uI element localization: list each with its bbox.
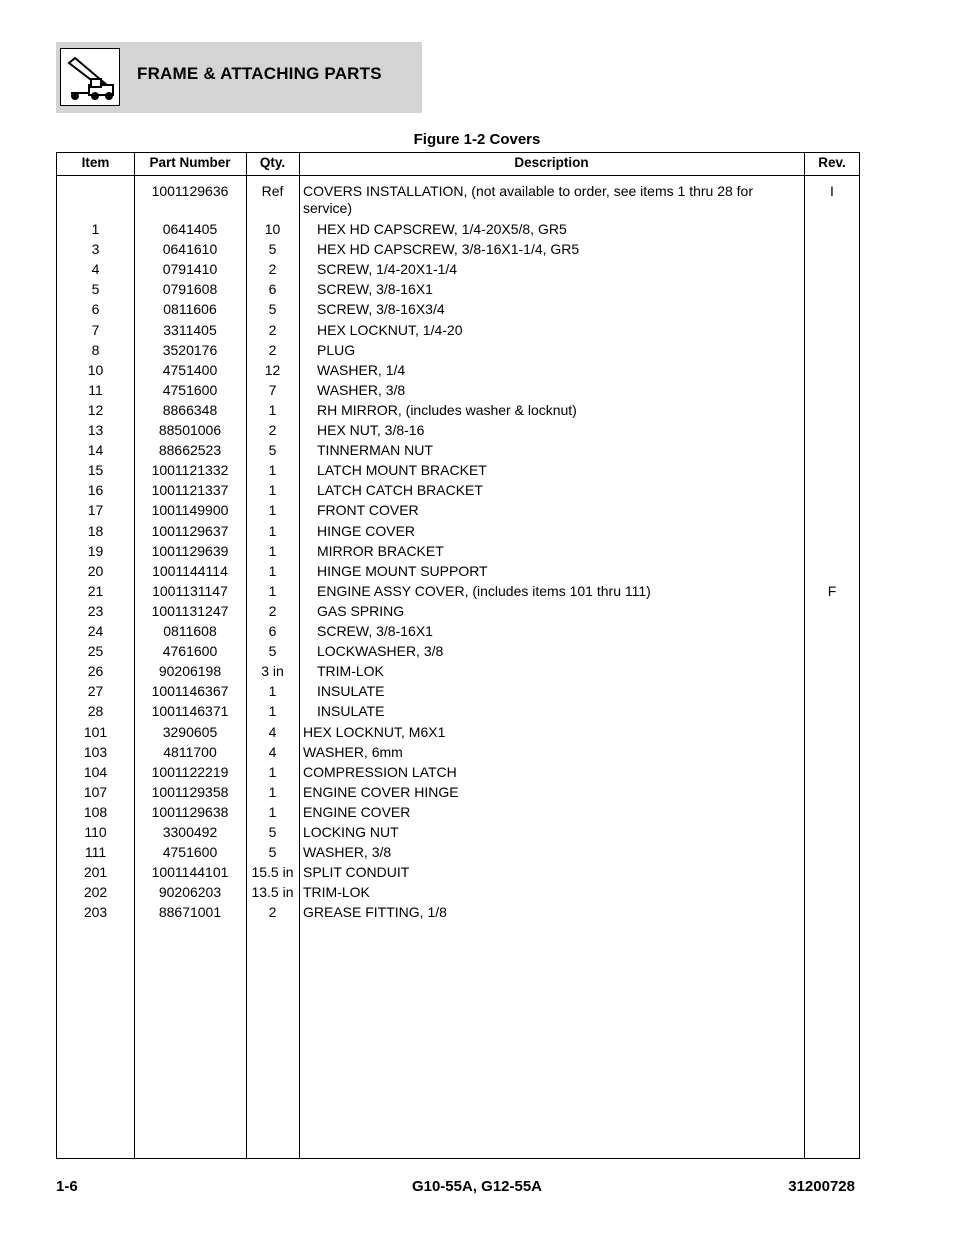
description-cell: SPLIT CONDUIT	[303, 864, 410, 881]
item-cell: 12	[87, 401, 104, 418]
table-row	[57, 382, 859, 402]
description-cell: HEX LOCKNUT, 1/4-20	[317, 321, 463, 338]
item-cell: 1	[91, 221, 100, 237]
header-divider	[57, 175, 859, 176]
description-cell: SCREW, 3/8-16X3/4	[317, 301, 445, 318]
qty-cell: 5	[268, 301, 277, 318]
qty-cell: 1	[268, 522, 277, 539]
table-row	[57, 442, 859, 462]
table-row	[57, 462, 859, 482]
item-cell: 18	[87, 522, 104, 539]
item-cell: 6	[91, 301, 100, 318]
table-row	[57, 784, 859, 804]
description-cell: HEX NUT, 3/8-16	[317, 422, 425, 438]
qty-cell: 4	[268, 743, 277, 760]
item-cell: 3	[91, 241, 100, 258]
table-row	[57, 603, 859, 623]
qty-cell: 1	[268, 502, 277, 519]
qty-cell: 1	[268, 763, 277, 780]
part-number-cell: 1001121332	[151, 462, 229, 479]
qty-cell: 13.5 in	[251, 884, 294, 901]
item-cell: 108	[83, 803, 108, 820]
part-number-cell: 4751600	[162, 381, 218, 398]
description-cell: ENGINE COVER	[303, 803, 411, 820]
item-cell: 203	[83, 904, 108, 921]
description-cell: ENGINE ASSY COVER, (includes items 101 thru 111)	[317, 582, 651, 599]
table-row	[57, 563, 859, 583]
item-cell: 28	[87, 703, 104, 720]
qty-cell: 1	[268, 562, 277, 579]
item-cell: 201	[83, 864, 108, 881]
part-number-cell: 1001121337	[151, 482, 229, 499]
part-number-cell: 1001144101	[151, 864, 229, 881]
column-header-item: Item	[81, 155, 110, 170]
qty-cell: 4	[268, 723, 277, 740]
table-row	[57, 301, 859, 321]
qty-cell: 2	[268, 341, 277, 358]
qty-cell: 1	[268, 803, 277, 820]
table-row	[57, 703, 859, 723]
item-cell: 11	[88, 381, 103, 398]
part-number-cell: 1001129638	[151, 803, 229, 820]
qty-cell: 2	[268, 602, 277, 619]
part-number-cell: 88501006	[158, 422, 222, 438]
column-header-qty: Qty.	[259, 155, 286, 170]
part-number-cell: 1001146371	[151, 703, 229, 720]
table-row	[57, 241, 859, 261]
part-number-cell: 8866348	[162, 401, 218, 418]
part-number-cell: 1001129636	[151, 183, 229, 199]
qty-cell: 5	[268, 442, 277, 459]
section-title: FRAME & ATTACHING PARTS	[137, 64, 382, 83]
description-cell: WASHER, 1/4	[317, 361, 406, 378]
qty-cell: 2	[268, 904, 277, 921]
part-number-cell: 1001146367	[151, 683, 229, 700]
qty-cell: 12	[264, 361, 281, 378]
item-cell: 5	[91, 281, 100, 298]
item-cell: 27	[87, 683, 104, 700]
figure-title: Figure 1-2 Covers	[413, 131, 541, 148]
qty-cell: 2	[268, 422, 277, 438]
part-number-cell: 3290605	[162, 723, 218, 740]
table-row	[57, 261, 859, 281]
part-number-cell: 1001131147	[152, 582, 228, 599]
part-number-cell: 3311405	[163, 321, 217, 338]
table-row	[57, 221, 859, 241]
part-number-cell: 0791410	[162, 261, 218, 278]
table-row	[57, 422, 859, 442]
qty-cell: 1	[268, 401, 277, 418]
qty-cell: 1	[268, 703, 277, 720]
part-number-cell: 4761600	[162, 643, 218, 660]
description-cell: LOCKING NUT	[303, 824, 399, 840]
item-cell: 13	[87, 422, 104, 438]
table-row	[57, 864, 859, 884]
item-cell: 8	[91, 341, 100, 358]
description-cell: TINNERMAN NUT	[317, 442, 433, 459]
table-row	[57, 281, 859, 301]
item-cell: 111	[84, 844, 107, 861]
table-row	[57, 362, 859, 382]
part-number-cell: 4811700	[163, 743, 217, 760]
description-cell: PLUG	[317, 341, 356, 358]
qty-cell: 7	[268, 381, 277, 398]
description-cell: LOCKWASHER, 3/8	[317, 643, 444, 660]
part-number-cell: 0641405	[162, 221, 218, 237]
qty-cell: 2	[268, 261, 277, 278]
part-number-cell: 1001131247	[151, 602, 229, 619]
qty-cell: 2	[268, 321, 277, 338]
table-row	[57, 804, 859, 824]
part-number-cell: 4751400	[162, 361, 218, 378]
parts-table	[56, 152, 860, 1159]
column-header-part-number: Part Number	[149, 155, 231, 170]
description-cell: HEX HD CAPSCREW, 3/8-16X1-1/4, GR5	[317, 241, 580, 258]
item-cell: 19	[87, 542, 104, 559]
qty-cell: 1	[268, 683, 277, 700]
description-cell: MIRROR BRACKET	[317, 542, 444, 559]
description-cell: WASHER, 3/8	[303, 844, 392, 861]
qty-cell: 3 in	[261, 663, 284, 680]
item-cell: 23	[87, 602, 104, 619]
description-cell: INSULATE	[317, 683, 385, 700]
qty-cell: 15.5 in	[251, 864, 294, 881]
table-row	[57, 543, 859, 563]
item-cell: 101	[83, 723, 108, 740]
description-cell: GREASE FITTING, 1/8	[303, 904, 447, 921]
item-cell: 202	[83, 884, 108, 901]
column-header-rev: Rev.	[818, 155, 846, 170]
part-number-cell: 1001129637	[151, 522, 229, 539]
qty-cell: Ref	[261, 183, 284, 199]
document-number: 31200728	[788, 1178, 855, 1195]
part-number-cell: 1001144114	[152, 562, 228, 579]
description-cell: RH MIRROR, (includes washer & locknut)	[317, 401, 577, 418]
description-cell: SCREW, 3/8-16X1	[317, 623, 433, 639]
part-number-cell: 1001129358	[151, 783, 229, 800]
qty-cell: 1	[268, 542, 277, 559]
description-cell: WASHER, 3/8	[317, 381, 406, 398]
qty-cell: 6	[268, 281, 277, 298]
description-cell: FRONT COVER	[317, 502, 419, 519]
part-number-cell: 88671001	[158, 904, 222, 921]
item-cell: 21	[87, 582, 104, 599]
qty-cell: 5	[268, 824, 277, 840]
part-number-cell: 90206203	[158, 884, 222, 901]
part-number-cell: 3520176	[162, 341, 218, 358]
item-cell: 7	[91, 321, 100, 338]
rev-cell: F	[827, 582, 837, 599]
part-number-cell: 4751600	[162, 844, 218, 861]
item-cell: 103	[83, 743, 108, 760]
part-number-cell: 1001122219	[151, 763, 229, 780]
description-cell: ENGINE COVER HINGE	[303, 783, 459, 800]
description-cell: LATCH CATCH BRACKET	[317, 482, 483, 499]
qty-cell: 6	[268, 623, 277, 639]
table-row	[57, 724, 859, 744]
qty-cell: 1	[268, 462, 277, 479]
item-cell: 17	[87, 502, 104, 519]
item-cell: 25	[87, 643, 104, 660]
part-number-cell: 0811606	[163, 301, 217, 318]
table-row	[57, 183, 859, 216]
table-row	[57, 322, 859, 342]
description-cell: INSULATE	[317, 703, 385, 720]
part-number-cell: 0811608	[163, 623, 217, 639]
table-row	[57, 523, 859, 543]
item-cell: 24	[87, 623, 104, 639]
table-row	[57, 683, 859, 703]
telehandler-icon	[60, 48, 120, 106]
qty-cell: 10	[264, 221, 281, 237]
part-number-cell: 90206198	[158, 663, 222, 680]
table-row	[57, 663, 859, 683]
item-cell: 16	[87, 482, 104, 499]
part-number-cell: 0791608	[162, 281, 218, 298]
part-number-cell: 88662523	[158, 442, 222, 459]
table-row	[57, 623, 859, 643]
item-cell: 110	[84, 824, 107, 840]
page-number: 1-6	[56, 1178, 78, 1195]
description-cell: COMPRESSION LATCH	[303, 763, 457, 780]
table-row	[57, 844, 859, 864]
part-number-cell: 1001129639	[151, 542, 229, 559]
description-cell: COVERS INSTALLATION, (not available to order, see items 1 thru 28 for service)	[303, 183, 754, 216]
table-row	[57, 502, 859, 522]
qty-cell: 1	[268, 582, 277, 599]
item-cell: 14	[87, 442, 104, 459]
rev-cell: I	[830, 183, 834, 199]
column-header-description: Description	[514, 155, 589, 170]
description-cell: HINGE COVER	[317, 522, 416, 539]
table-row	[57, 342, 859, 362]
table-row	[57, 402, 859, 422]
table-row	[57, 482, 859, 502]
description-cell: TRIM-LOK	[317, 663, 384, 680]
table-row	[57, 904, 859, 924]
table-row	[57, 744, 859, 764]
table-row	[57, 824, 859, 844]
table-row	[57, 764, 859, 784]
qty-cell: 5	[268, 844, 277, 861]
description-cell: HEX HD CAPSCREW, 1/4-20X5/8, GR5	[317, 221, 567, 237]
description-cell: TRIM-LOK	[303, 884, 370, 901]
description-cell: HINGE MOUNT SUPPORT	[317, 562, 488, 579]
qty-cell: 1	[268, 783, 277, 800]
item-cell: 20	[87, 562, 104, 579]
description-cell: SCREW, 1/4-20X1-1/4	[317, 261, 458, 278]
table-row	[57, 583, 859, 603]
description-cell: HEX LOCKNUT, M6X1	[303, 723, 446, 740]
description-cell: GAS SPRING	[317, 602, 405, 619]
description-cell: WASHER, 6mm	[303, 743, 403, 760]
item-cell: 107	[83, 783, 108, 800]
description-cell: LATCH MOUNT BRACKET	[317, 462, 487, 479]
table-row	[57, 643, 859, 663]
model-number: G10-55A, G12-55A	[411, 1178, 543, 1195]
qty-cell: 5	[268, 643, 277, 660]
item-cell: 10	[87, 361, 104, 378]
item-cell: 4	[91, 261, 100, 278]
table-row	[57, 884, 859, 904]
part-number-cell: 0641610	[162, 241, 218, 258]
item-cell: 104	[83, 763, 108, 780]
item-cell: 15	[87, 462, 104, 479]
part-number-cell: 3300492	[162, 824, 218, 840]
item-cell: 26	[87, 663, 104, 680]
qty-cell: 1	[268, 482, 277, 499]
description-cell: SCREW, 3/8-16X1	[317, 281, 433, 298]
qty-cell: 5	[268, 241, 277, 258]
part-number-cell: 1001149900	[151, 502, 229, 519]
